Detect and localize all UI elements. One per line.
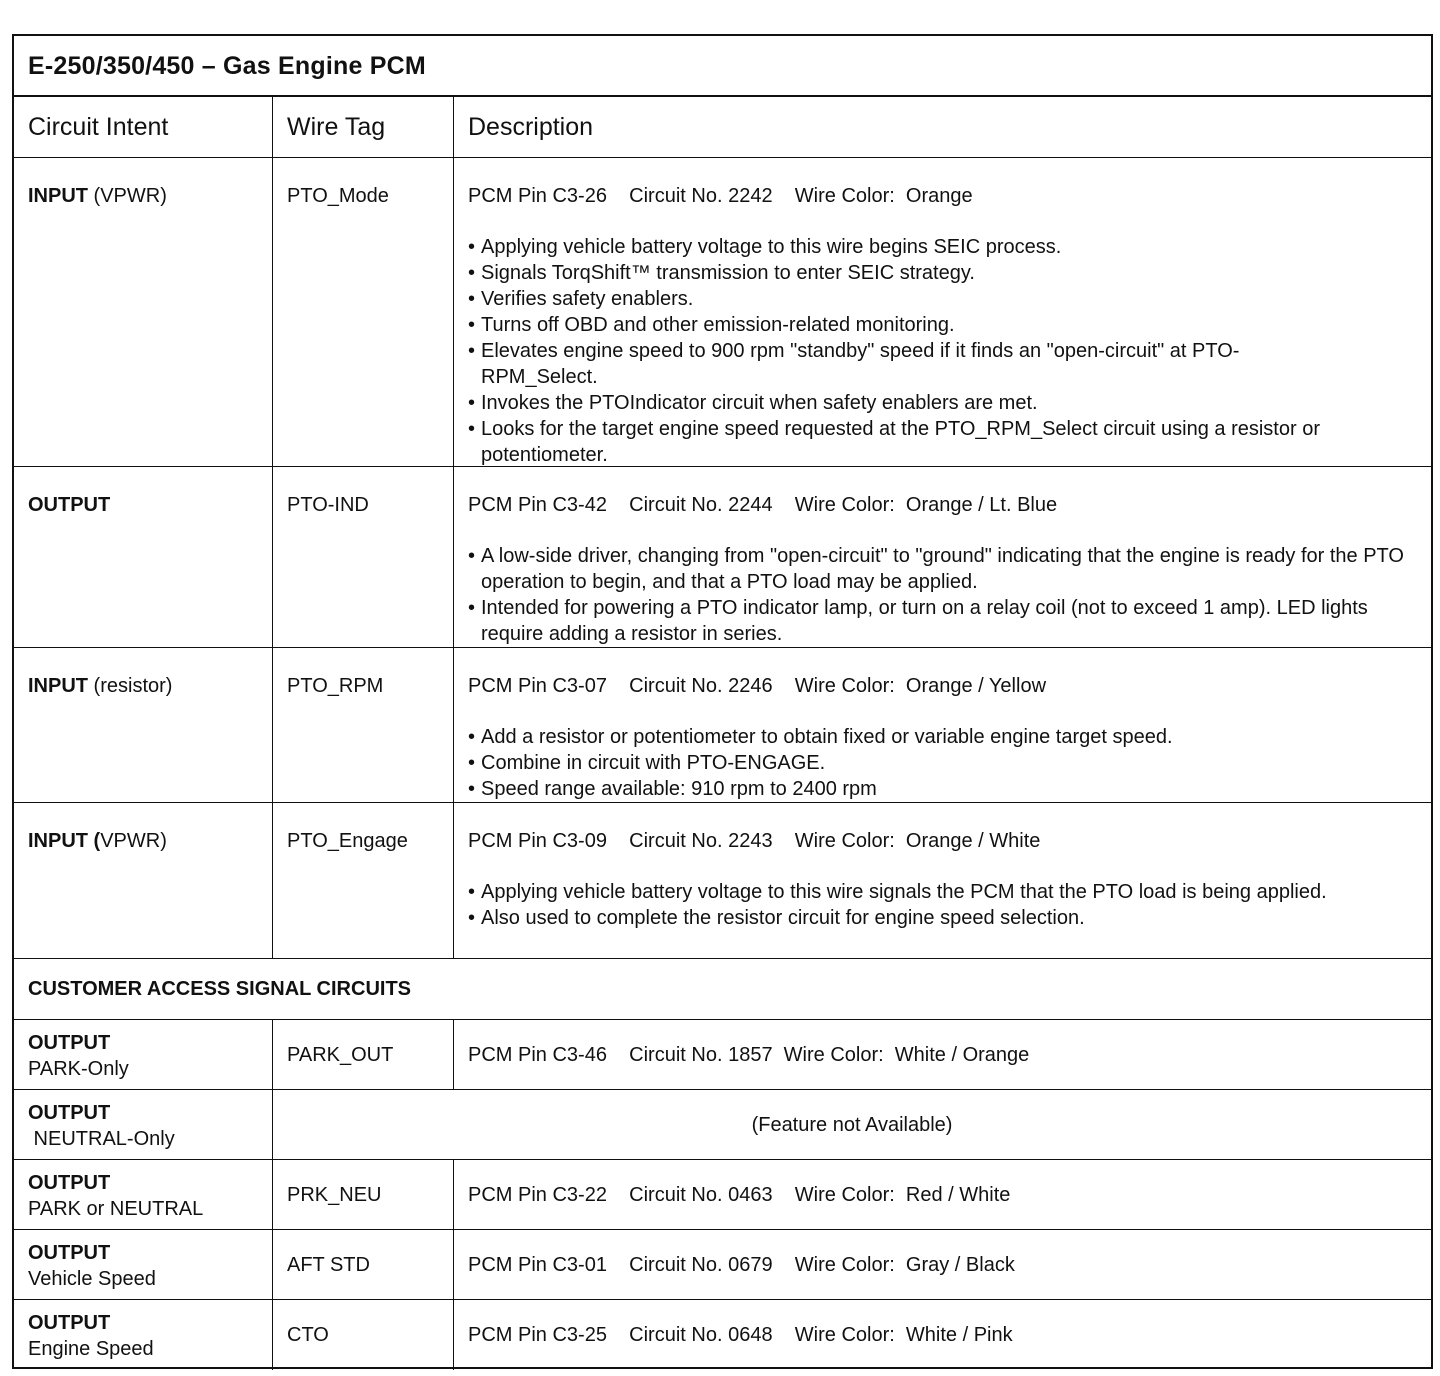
intent-detail: Engine Speed <box>28 1338 154 1360</box>
description <box>454 158 1431 466</box>
list-item: • Signals TorqShift™ transmission to enter SEIC strategy. <box>468 260 1431 286</box>
intent-detail: PARK-Only <box>28 1058 129 1080</box>
bullet-list <box>468 724 1431 802</box>
pin-info: PCM Pin C3-26 Circuit No. 2242 Wire Color: Orange <box>468 185 973 207</box>
intent-detail: VPWR) <box>100 830 167 852</box>
header-wire-tag: Wire Tag <box>273 97 454 157</box>
table-row <box>14 1300 1431 1370</box>
wire-tag: PTO_Mode <box>273 158 454 466</box>
header-circuit-intent: Circuit Intent <box>14 97 273 157</box>
bullet-list <box>468 234 1431 468</box>
pin-info: PCM Pin C3-09 Circuit No. 2243 Wire Color: Orange / White <box>468 830 1041 852</box>
wire-tag: PTO_Engage <box>273 803 454 958</box>
header-row <box>14 97 1431 158</box>
list-item: • Add a resistor or potentiometer to obtain fixed or variable engine target speed. <box>468 724 1431 750</box>
description <box>454 467 1431 647</box>
intent-type: OUTPUT <box>28 494 111 516</box>
circuit-intent <box>14 1020 273 1089</box>
pcm-circuit-table <box>12 34 1433 1369</box>
section-header: CUSTOMER ACCESS SIGNAL CIRCUITS <box>14 959 1431 1020</box>
description: PCM Pin C3-25 Circuit No. 0648 Wire Color: White / Pink <box>468 1324 1013 1346</box>
bullet-list <box>468 543 1431 647</box>
list-item: • Verifies safety enablers. <box>468 286 1431 312</box>
list-item: • Applying vehicle battery voltage to this wire signals the PCM that the PTO load is being applied. <box>468 879 1431 905</box>
header-description: Description <box>468 113 594 141</box>
circuit-intent <box>14 467 273 647</box>
intent-detail: NEUTRAL-Only <box>28 1128 175 1150</box>
intent-type: OUTPUT <box>28 1102 111 1124</box>
table-row <box>14 803 1431 959</box>
wire-tag: CTO <box>273 1300 454 1370</box>
intent-type: OUTPUT <box>28 1172 111 1194</box>
list-item: • Elevates engine speed to 900 rpm "standby" speed if it finds an "open-circuit" at PTO-RPM_Select. <box>468 338 1431 390</box>
list-item: • Invokes the PTOIndicator circuit when safety enablers are met. <box>468 390 1431 416</box>
circuit-intent <box>14 1300 273 1370</box>
description: PCM Pin C3-01 Circuit No. 0679 Wire Color: Gray / Black <box>468 1254 1015 1276</box>
table-row <box>14 648 1431 803</box>
list-item: • Turns off OBD and other emission-related monitoring. <box>468 312 1431 338</box>
intent-type: INPUT ( <box>28 830 101 852</box>
wire-tag: PTO-IND <box>273 467 454 647</box>
description: PCM Pin C3-46 Circuit No. 1857 Wire Color: White / Orange <box>468 1044 1030 1066</box>
table-row <box>14 1090 1431 1160</box>
circuit-intent <box>14 158 273 466</box>
list-item: • Looks for the target engine speed requested at the PTO_RPM_Select circuit using a resistor or potentiometer. <box>468 416 1431 468</box>
pin-info: PCM Pin C3-07 Circuit No. 2246 Wire Color: Orange / Yellow <box>468 675 1047 697</box>
list-item: • Also used to complete the resistor circuit for engine speed selection. <box>468 905 1431 931</box>
intent-type: OUTPUT <box>28 1312 111 1334</box>
table-row <box>14 1020 1431 1090</box>
pin-info: PCM Pin C3-42 Circuit No. 2244 Wire Color: Orange / Lt. Blue <box>468 494 1058 516</box>
wire-tag: PARK_OUT <box>273 1020 454 1089</box>
intent-detail: (VPWR) <box>88 185 167 207</box>
table-row <box>14 467 1431 648</box>
description <box>454 803 1431 958</box>
circuit-intent <box>14 803 273 958</box>
wire-tag: AFT STD <box>273 1230 454 1299</box>
description <box>454 648 1431 802</box>
list-item: • Combine in circuit with PTO-ENGAGE. <box>468 750 1431 776</box>
table-title: E-250/350/450 – Gas Engine PCM <box>14 36 1431 97</box>
circuit-intent <box>14 648 273 802</box>
intent-detail: PARK or NEUTRAL <box>28 1198 204 1220</box>
table-row <box>14 1230 1431 1300</box>
intent-detail: Vehicle Speed <box>28 1268 156 1290</box>
wire-tag: PTO_RPM <box>273 648 454 802</box>
list-item: • Speed range available: 910 rpm to 2400 rpm <box>468 776 1431 802</box>
intent-type: OUTPUT <box>28 1242 111 1264</box>
intent-type: OUTPUT <box>28 1032 111 1054</box>
feature-not-available: (Feature not Available) <box>751 1114 953 1136</box>
list-item: • A low-side driver, changing from "open-circuit" to "ground" indicating that the engine is ready for the PTO operation to begin, and that a PTO load may be applied. <box>468 543 1431 595</box>
table-row <box>14 158 1431 467</box>
intent-detail: (resistor) <box>88 675 173 697</box>
table-row <box>14 1160 1431 1230</box>
intent-type: INPUT <box>28 185 88 207</box>
intent-type: INPUT <box>28 675 88 697</box>
list-item: • Intended for powering a PTO indicator lamp, or turn on a relay coil (not to exceed 1 amp). LED lights require adding a resistor in series. <box>468 595 1431 647</box>
description: PCM Pin C3-22 Circuit No. 0463 Wire Color: Red / White <box>468 1184 1011 1206</box>
circuit-intent <box>14 1230 273 1299</box>
list-item: • Applying vehicle battery voltage to this wire begins SEIC process. <box>468 234 1431 260</box>
bullet-list <box>468 879 1431 931</box>
circuit-intent <box>14 1090 273 1159</box>
wire-tag: PRK_NEU <box>273 1160 454 1229</box>
circuit-intent <box>14 1160 273 1229</box>
